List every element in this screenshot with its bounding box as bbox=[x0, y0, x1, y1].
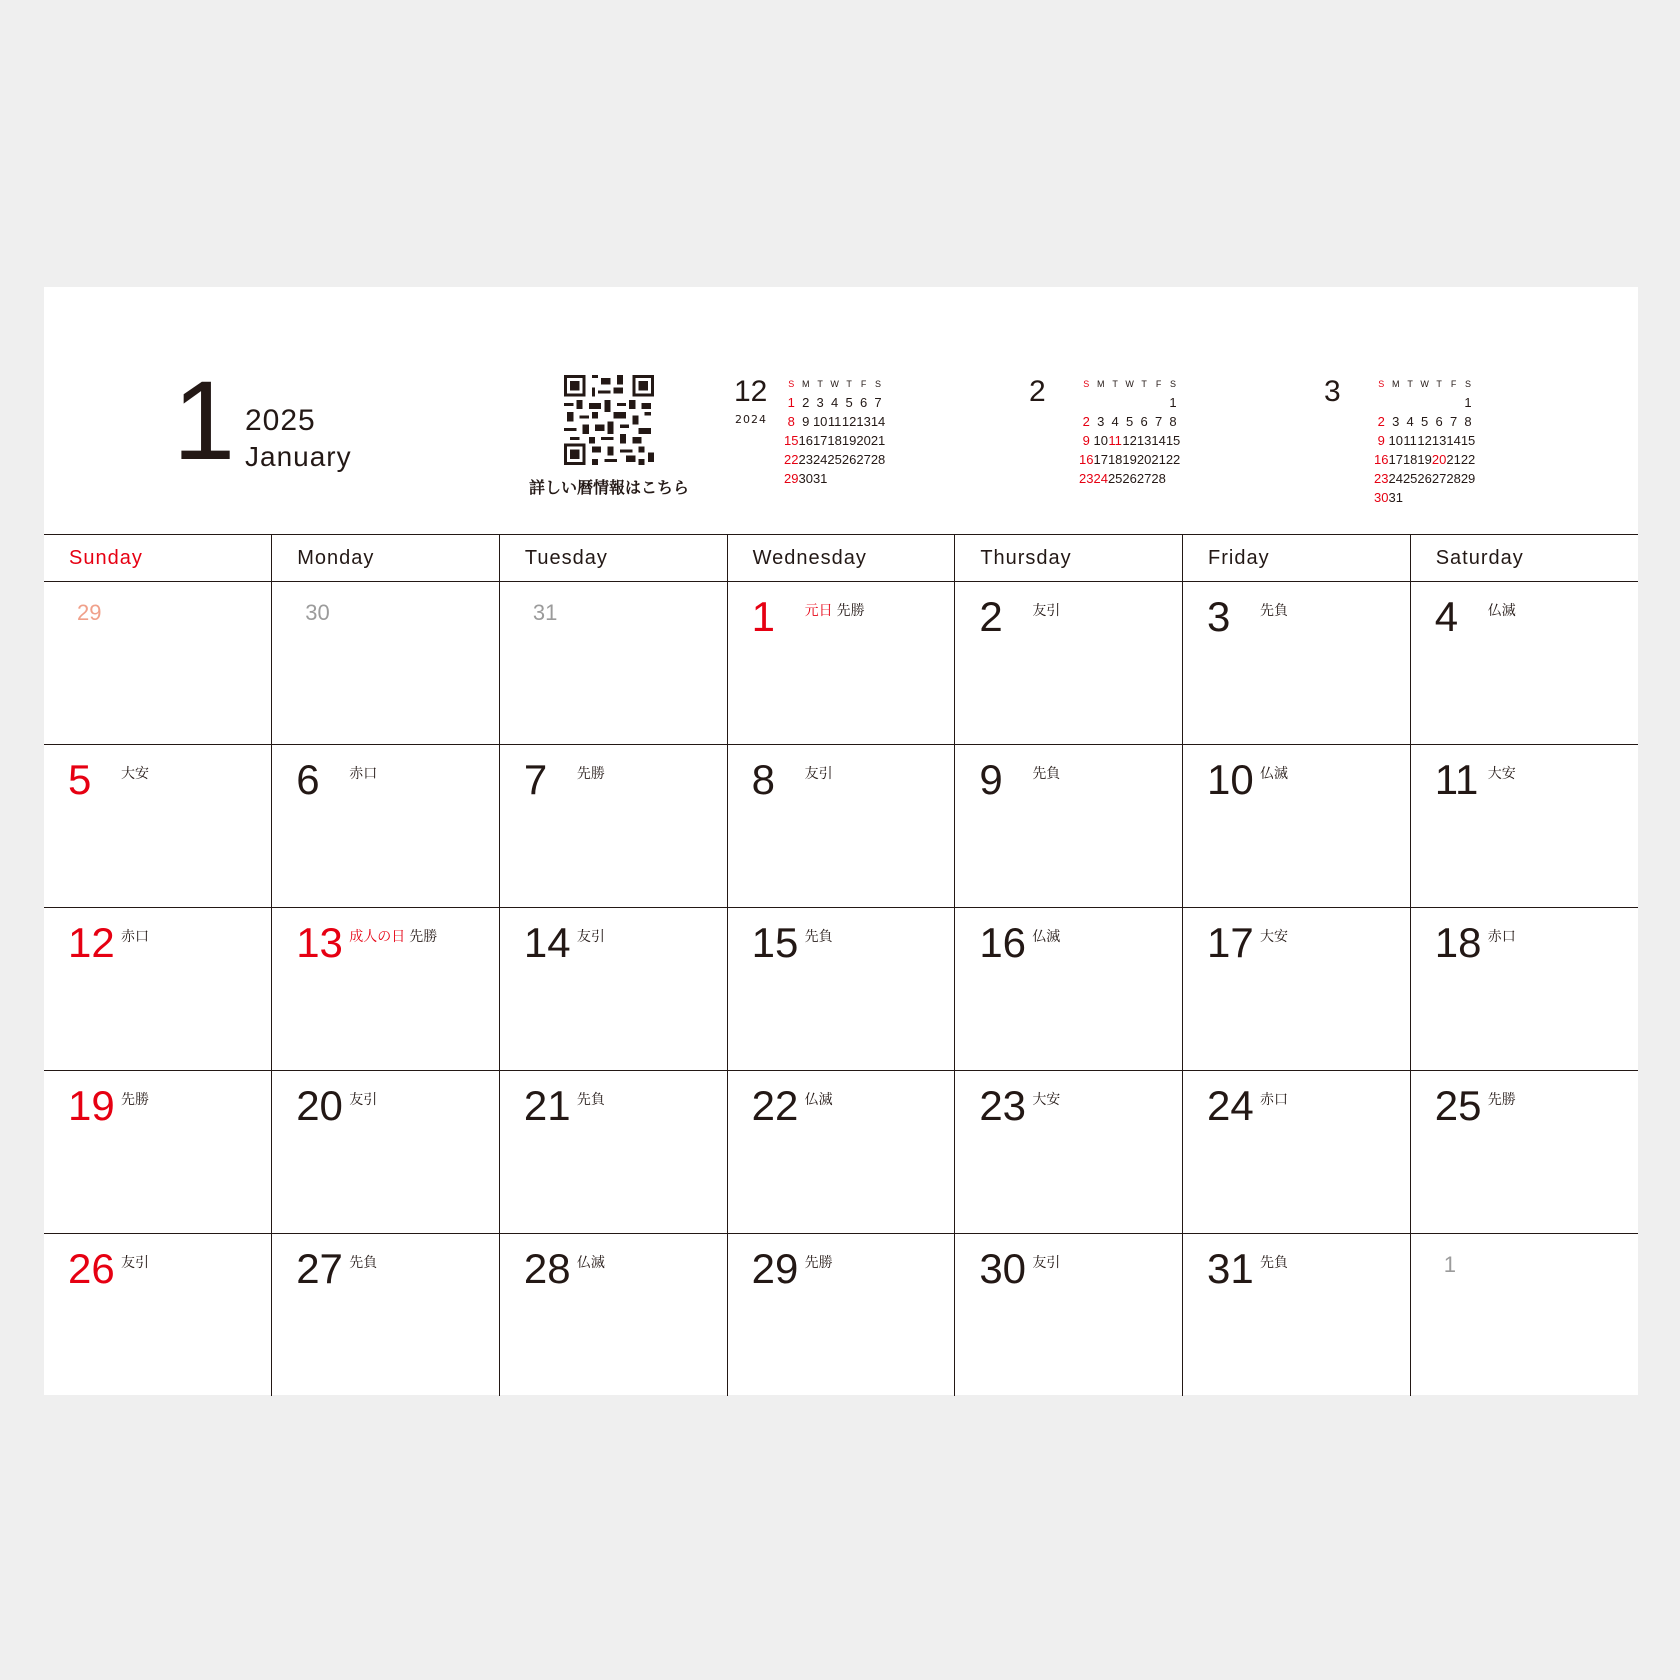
rokuyo-label bbox=[349, 763, 377, 783]
mini-day: 19 bbox=[841, 433, 857, 448]
mini-weekday: S bbox=[1170, 379, 1177, 389]
rokuyo-label bbox=[121, 926, 149, 946]
mini-day bbox=[1388, 393, 1402, 412]
day-cell[interactable] bbox=[44, 908, 272, 1071]
mini-day: 22 bbox=[784, 452, 799, 467]
day-cell[interactable] bbox=[272, 582, 500, 745]
mini-day bbox=[827, 469, 841, 488]
day-number: 26 bbox=[68, 1245, 115, 1292]
day-cell[interactable] bbox=[727, 1234, 955, 1397]
rokuyo-text: 赤口 bbox=[1487, 929, 1516, 945]
mini-day: 8 bbox=[787, 414, 795, 429]
mini-weekday: M bbox=[1391, 379, 1400, 389]
day-cell[interactable] bbox=[1410, 1234, 1638, 1397]
rokuyo-text: 先負 bbox=[1032, 766, 1061, 782]
mini-day: 27 bbox=[1136, 471, 1152, 486]
mini-day bbox=[856, 469, 870, 488]
mini-weekday: T bbox=[846, 379, 852, 389]
day-cell[interactable] bbox=[727, 582, 955, 745]
mini-day: 24 bbox=[1093, 471, 1108, 486]
day-number: 30 bbox=[305, 600, 330, 625]
mini-day: 14 bbox=[870, 414, 886, 429]
mini-day: 1 bbox=[1464, 395, 1472, 410]
mini-day: 18 bbox=[827, 433, 842, 448]
day-number: 11 bbox=[1434, 756, 1479, 803]
mini-day bbox=[1403, 488, 1417, 507]
mini-day: 17 bbox=[1388, 452, 1403, 467]
day-number: 12 bbox=[68, 919, 115, 966]
mini-day: 5 bbox=[1126, 414, 1134, 429]
mini-day bbox=[1432, 393, 1446, 412]
rokuyo-label bbox=[1260, 763, 1288, 783]
mini-day: 13 bbox=[856, 414, 871, 429]
mini-day: 25 bbox=[827, 452, 842, 467]
mini-day: 3 bbox=[816, 395, 824, 410]
mini-day: 23 bbox=[1374, 471, 1389, 486]
day-number: 4 bbox=[1434, 593, 1459, 640]
mini-day: 15 bbox=[1460, 433, 1476, 448]
calendar-header bbox=[44, 287, 1638, 534]
mini-weekday: W bbox=[1125, 379, 1134, 389]
rokuyo-label bbox=[1488, 600, 1516, 620]
rokuyo-label bbox=[577, 763, 605, 783]
mini-day: 2 bbox=[1082, 414, 1090, 429]
day-cell[interactable] bbox=[1410, 1071, 1638, 1234]
rokuyo-text: 赤口 bbox=[121, 929, 149, 945]
day-cell[interactable] bbox=[44, 745, 272, 908]
day-number: 15 bbox=[751, 919, 799, 966]
mini-day: 6 bbox=[859, 395, 868, 410]
mini-day bbox=[1374, 393, 1388, 412]
rokuyo-label bbox=[349, 926, 437, 946]
rokuyo-text: 仏滅 bbox=[1487, 603, 1516, 619]
mini-day: 17 bbox=[1093, 452, 1108, 467]
mini-day bbox=[1151, 393, 1165, 412]
rokuyo-text: 先勝 bbox=[121, 1092, 149, 1108]
day-number: 30 bbox=[979, 1245, 1027, 1292]
rokuyo-text: 大安 bbox=[1260, 929, 1289, 945]
rokuyo-text: 先負 bbox=[576, 1092, 605, 1108]
day-cell[interactable] bbox=[955, 1234, 1183, 1397]
mini-month-number: 3 bbox=[1324, 375, 1341, 408]
mini-day: 11 bbox=[827, 414, 842, 429]
mini-day: 5 bbox=[845, 395, 853, 410]
mini-day: 11 bbox=[1108, 433, 1122, 448]
day-cell[interactable] bbox=[44, 582, 272, 745]
mini-day bbox=[1122, 393, 1136, 412]
mini-day: 10 bbox=[812, 414, 828, 429]
mini-day: 15 bbox=[784, 433, 799, 448]
rokuyo-label bbox=[121, 1252, 149, 1272]
mini-day bbox=[1093, 393, 1107, 412]
day-cell[interactable] bbox=[727, 745, 955, 908]
mini-day bbox=[1432, 488, 1446, 507]
mini-day: 28 bbox=[870, 452, 886, 467]
rokuyo-text: 先勝 bbox=[804, 1255, 833, 1271]
mini-day: 12 bbox=[841, 414, 857, 429]
mini-day: 10 bbox=[1388, 433, 1403, 448]
rokuyo-label bbox=[349, 1252, 377, 1272]
month-grid bbox=[44, 534, 1638, 1395]
day-cell[interactable] bbox=[44, 1234, 272, 1397]
day-number: 21 bbox=[523, 1082, 571, 1129]
rokuyo-text: 先負 bbox=[349, 1255, 378, 1271]
mini-weekday: F bbox=[1450, 379, 1457, 389]
rokuyo-label bbox=[349, 1089, 377, 1109]
mini-day bbox=[1417, 393, 1431, 412]
day-cell[interactable] bbox=[955, 1071, 1183, 1234]
rokuyo-text: 赤口 bbox=[1260, 1092, 1289, 1108]
weekday-saturday: Saturday bbox=[1410, 535, 1638, 582]
mini-day: 12 bbox=[1417, 433, 1432, 448]
day-cell[interactable] bbox=[499, 908, 727, 1071]
mini-day: 29 bbox=[1460, 471, 1476, 486]
rokuyo-text: 友引 bbox=[349, 1092, 378, 1108]
mini-day: 27 bbox=[856, 452, 871, 467]
mini-weekday: M bbox=[1096, 379, 1105, 389]
mini-day: 25 bbox=[1107, 471, 1123, 486]
mini-day: 24 bbox=[1388, 471, 1403, 486]
day-cell[interactable] bbox=[272, 1071, 500, 1234]
day-cell[interactable] bbox=[272, 1234, 500, 1397]
weekday-friday: Friday bbox=[1183, 535, 1411, 582]
day-number: 31 bbox=[1207, 1245, 1254, 1292]
day-number: 25 bbox=[1434, 1082, 1482, 1129]
rokuyo-label bbox=[805, 763, 833, 783]
mini-day bbox=[1137, 393, 1151, 412]
day-number: 18 bbox=[1434, 919, 1482, 966]
mini-day: 4 bbox=[831, 395, 839, 410]
mini-day bbox=[1166, 469, 1180, 488]
mini-day: 8 bbox=[1464, 414, 1472, 429]
mini-day: 8 bbox=[1169, 414, 1177, 429]
rokuyo-text: 友引 bbox=[1032, 603, 1061, 619]
day-number: 20 bbox=[296, 1082, 343, 1129]
mini-day: 7 bbox=[1154, 414, 1163, 429]
week-row bbox=[44, 582, 1638, 745]
day-cell[interactable] bbox=[727, 1071, 955, 1234]
mini-day: 21 bbox=[870, 433, 886, 448]
mini-day: 1 bbox=[1169, 395, 1177, 410]
rokuyo-label bbox=[805, 926, 833, 946]
day-number: 7 bbox=[523, 756, 548, 803]
mini-day: 18 bbox=[1402, 452, 1418, 467]
mini-day: 22 bbox=[1460, 452, 1476, 467]
mini-day: 13 bbox=[1431, 433, 1447, 448]
rokuyo-label bbox=[1032, 1089, 1060, 1109]
month-number: 1 bbox=[172, 358, 236, 483]
day-cell[interactable] bbox=[499, 745, 727, 908]
rokuyo-label bbox=[1260, 1252, 1288, 1272]
calendar-sheet bbox=[44, 287, 1638, 1395]
mini-day: 27 bbox=[1431, 471, 1447, 486]
mini-day: 31 bbox=[1388, 490, 1403, 505]
mini-year: 2024 bbox=[735, 413, 767, 426]
day-number: 27 bbox=[296, 1245, 343, 1292]
weekday-tuesday: Tuesday bbox=[499, 535, 727, 582]
day-cell[interactable] bbox=[1183, 745, 1411, 908]
rokuyo-label bbox=[1260, 600, 1288, 620]
rokuyo-text: 仏滅 bbox=[1260, 766, 1289, 782]
mini-day: 7 bbox=[874, 395, 882, 410]
day-cell[interactable] bbox=[955, 908, 1183, 1071]
mini-day bbox=[1079, 393, 1093, 412]
mini-day: 20 bbox=[856, 433, 871, 448]
mini-day: 1 bbox=[787, 395, 795, 410]
mini-day: 17 bbox=[812, 433, 828, 448]
rokuyo-label bbox=[1488, 763, 1516, 783]
mini-day: 9 bbox=[1082, 433, 1090, 448]
mini-day: 29 bbox=[784, 471, 799, 486]
day-cell[interactable] bbox=[499, 1071, 727, 1234]
day-number: 5 bbox=[68, 756, 92, 803]
rokuyo-label bbox=[577, 1089, 605, 1109]
rokuyo-label bbox=[577, 1252, 605, 1272]
day-number: 16 bbox=[979, 919, 1027, 966]
mini-day: 22 bbox=[1165, 452, 1181, 467]
day-number: 29 bbox=[751, 1245, 799, 1292]
mini-day bbox=[842, 469, 856, 488]
mini-weekday: T bbox=[1112, 379, 1118, 389]
rokuyo-text: 赤口 bbox=[349, 766, 378, 782]
mini-day: 2 bbox=[802, 395, 810, 410]
weekday-wednesday: Wednesday bbox=[727, 535, 955, 582]
mini-day: 26 bbox=[1417, 471, 1432, 486]
day-number: 10 bbox=[1207, 756, 1254, 803]
mini-day: 7 bbox=[1449, 414, 1458, 429]
mini-month-number: 2 bbox=[1029, 375, 1046, 408]
mini-day: 14 bbox=[1151, 433, 1166, 448]
mini-day: 16 bbox=[1374, 452, 1389, 467]
day-cell[interactable] bbox=[955, 745, 1183, 908]
week-row bbox=[44, 1234, 1638, 1397]
mini-weekday: S bbox=[875, 379, 882, 389]
mini-day: 9 bbox=[802, 414, 810, 429]
mini-weekday: F bbox=[860, 379, 867, 389]
day-number: 29 bbox=[77, 600, 102, 625]
mini-day: 11 bbox=[1403, 433, 1417, 448]
mini-day: 16 bbox=[798, 433, 813, 448]
week-row bbox=[44, 908, 1638, 1071]
mini-weekday: F bbox=[1155, 379, 1162, 389]
day-cell[interactable] bbox=[1183, 1234, 1411, 1397]
qr-code-icon bbox=[564, 375, 654, 465]
mini-day bbox=[1417, 488, 1431, 507]
mini-day: 23 bbox=[1079, 471, 1094, 486]
month-name: January bbox=[245, 441, 352, 472]
day-number: 2 bbox=[979, 593, 1003, 640]
rokuyo-label bbox=[577, 926, 605, 946]
weekday-header-row bbox=[44, 535, 1638, 582]
day-cell[interactable] bbox=[272, 745, 500, 908]
mini-day: 18 bbox=[1107, 452, 1123, 467]
mini-day: 12 bbox=[1122, 433, 1137, 448]
mini-day: 25 bbox=[1402, 471, 1418, 486]
day-cell[interactable] bbox=[955, 582, 1183, 745]
mini-weekday: S bbox=[788, 379, 795, 389]
weekday-sunday: Sunday bbox=[44, 535, 272, 582]
mini-day: 14 bbox=[1446, 433, 1461, 448]
day-number: 6 bbox=[296, 756, 320, 803]
mini-day: 28 bbox=[1446, 471, 1461, 486]
mini-day bbox=[1461, 488, 1475, 507]
rokuyo-label bbox=[805, 600, 865, 620]
mini-weekday: T bbox=[1141, 379, 1147, 389]
mini-day bbox=[1108, 393, 1122, 412]
weekday-thursday: Thursday bbox=[955, 535, 1183, 582]
mini-day bbox=[871, 469, 885, 488]
day-number: 1 bbox=[1443, 1252, 1456, 1277]
day-number: 31 bbox=[532, 600, 558, 625]
rokuyo-label bbox=[1260, 1089, 1288, 1109]
mini-day: 23 bbox=[798, 452, 813, 467]
day-cell[interactable] bbox=[499, 582, 727, 745]
rokuyo-label bbox=[1260, 926, 1288, 946]
rokuyo-label bbox=[121, 1089, 149, 1109]
day-number: 19 bbox=[68, 1082, 115, 1129]
mini-day: 19 bbox=[1122, 452, 1137, 467]
weekday-monday: Monday bbox=[272, 535, 500, 582]
mini-weekday: T bbox=[1436, 379, 1442, 389]
mini-day: 30 bbox=[1374, 490, 1389, 505]
rokuyo-text: 先勝 bbox=[409, 929, 438, 945]
rokuyo-text: 先勝 bbox=[576, 766, 605, 782]
day-cell[interactable] bbox=[1410, 582, 1638, 745]
mini-day: 6 bbox=[1140, 414, 1148, 429]
day-number: 8 bbox=[751, 756, 775, 803]
mini-day: 21 bbox=[1446, 452, 1461, 467]
rokuyo-text: 大安 bbox=[121, 766, 149, 782]
day-number: 22 bbox=[751, 1082, 799, 1129]
day-number: 28 bbox=[523, 1245, 571, 1292]
mini-day: 30 bbox=[798, 471, 813, 486]
mini-day: 28 bbox=[1151, 471, 1166, 486]
day-cell[interactable] bbox=[1183, 582, 1411, 745]
mini-day: 9 bbox=[1377, 433, 1385, 448]
year-label: 2025 bbox=[245, 404, 316, 437]
mini-day: 15 bbox=[1165, 433, 1181, 448]
day-number: 23 bbox=[979, 1082, 1027, 1129]
rokuyo-label bbox=[1032, 926, 1060, 946]
day-number: 9 bbox=[979, 756, 1003, 803]
mini-day: 6 bbox=[1435, 414, 1443, 429]
qr-caption: 詳しい暦情報はこちら bbox=[528, 478, 689, 497]
mini-day: 3 bbox=[1097, 414, 1105, 429]
day-cell[interactable] bbox=[1410, 908, 1638, 1071]
rokuyo-label bbox=[805, 1089, 833, 1109]
mini-day: 3 bbox=[1392, 414, 1400, 429]
day-cell[interactable] bbox=[1410, 745, 1638, 908]
day-cell[interactable] bbox=[727, 908, 955, 1071]
mini-day: 24 bbox=[812, 452, 828, 467]
day-cell[interactable] bbox=[499, 1234, 727, 1397]
rokuyo-label bbox=[1032, 600, 1060, 620]
mini-weekday: W bbox=[1420, 379, 1429, 389]
rokuyo-label bbox=[1488, 926, 1516, 946]
rokuyo-text: 大安 bbox=[1487, 766, 1516, 782]
mini-day: 4 bbox=[1111, 414, 1119, 429]
rokuyo-text: 友引 bbox=[804, 766, 833, 782]
day-cell[interactable] bbox=[1183, 1071, 1411, 1234]
rokuyo-text: 友引 bbox=[1032, 1255, 1061, 1271]
week-row bbox=[44, 1071, 1638, 1234]
mini-weekday: S bbox=[1378, 379, 1385, 389]
rokuyo-text: 友引 bbox=[121, 1255, 149, 1271]
mini-weekday: M bbox=[801, 379, 810, 389]
mini-day: 10 bbox=[1093, 433, 1108, 448]
day-number: 24 bbox=[1207, 1082, 1254, 1129]
mini-weekday: T bbox=[817, 379, 823, 389]
rokuyo-text: 仏滅 bbox=[576, 1255, 605, 1271]
day-number: 3 bbox=[1207, 593, 1231, 640]
rokuyo-label bbox=[805, 1252, 833, 1272]
mini-day: 5 bbox=[1421, 414, 1429, 429]
holiday-name: 元日 bbox=[804, 603, 833, 619]
mini-day bbox=[1403, 393, 1417, 412]
mini-weekday: S bbox=[1083, 379, 1090, 389]
rokuyo-label bbox=[1032, 1252, 1060, 1272]
day-number: 14 bbox=[523, 919, 571, 966]
rokuyo-text: 先勝 bbox=[1487, 1092, 1516, 1108]
rokuyo-text: 仏滅 bbox=[804, 1092, 833, 1108]
day-cell[interactable] bbox=[44, 1071, 272, 1234]
day-number: 17 bbox=[1207, 919, 1254, 966]
mini-day: 31 bbox=[812, 471, 828, 486]
mini-day: 26 bbox=[841, 452, 857, 467]
mini-day: 20 bbox=[1431, 452, 1447, 467]
rokuyo-text: 先勝 bbox=[836, 603, 865, 619]
rokuyo-text: 先負 bbox=[1260, 603, 1289, 619]
mini-weekday: S bbox=[1465, 379, 1472, 389]
mini-day bbox=[1446, 488, 1460, 507]
mini-day: 16 bbox=[1079, 452, 1094, 467]
week-row bbox=[44, 745, 1638, 908]
day-cell[interactable] bbox=[1183, 908, 1411, 1071]
holiday-name: 成人の日 bbox=[349, 929, 406, 945]
rokuyo-label bbox=[1488, 1089, 1516, 1109]
rokuyo-text: 先負 bbox=[1260, 1255, 1289, 1271]
mini-day: 19 bbox=[1417, 452, 1432, 467]
day-number: 13 bbox=[296, 919, 343, 966]
rokuyo-text: 友引 bbox=[576, 929, 605, 945]
mini-day: 2 bbox=[1377, 414, 1385, 429]
mini-day: 20 bbox=[1136, 452, 1152, 467]
mini-day: 4 bbox=[1406, 414, 1414, 429]
day-cell[interactable] bbox=[272, 908, 500, 1071]
mini-day: 26 bbox=[1122, 471, 1137, 486]
mini-month-number: 12 bbox=[734, 375, 768, 408]
rokuyo-text: 仏滅 bbox=[1032, 929, 1061, 945]
rokuyo-label bbox=[1032, 763, 1060, 783]
day-number: 1 bbox=[751, 593, 775, 640]
mini-weekday: T bbox=[1407, 379, 1413, 389]
rokuyo-text: 先負 bbox=[804, 929, 833, 945]
mini-day bbox=[1446, 393, 1460, 412]
mini-day: 21 bbox=[1151, 452, 1166, 467]
mini-day: 13 bbox=[1136, 433, 1152, 448]
mini-weekday: W bbox=[830, 379, 839, 389]
rokuyo-text: 大安 bbox=[1032, 1092, 1061, 1108]
rokuyo-label bbox=[121, 763, 149, 783]
